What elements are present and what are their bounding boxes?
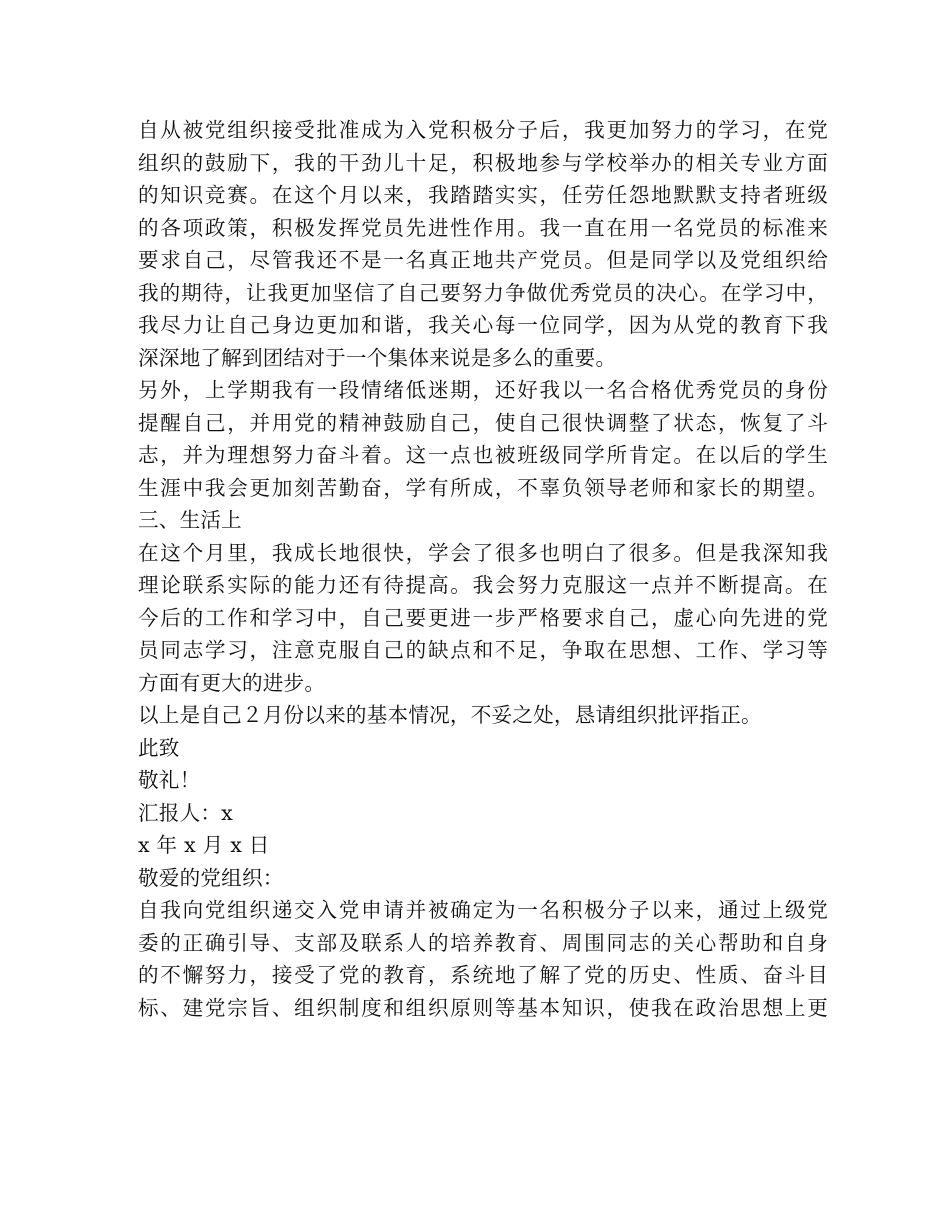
paragraph-line: 委的正确引导、支部及联系人的培养教育、周围同志的关心帮助和自身: [138, 930, 828, 955]
paragraph-line: 提醒自己，并用党的精神鼓励自己，使自己很快调整了状态，恢复了斗: [138, 410, 828, 435]
paragraph-line: 方面有更大的进步。: [138, 670, 326, 695]
document-body: [138, 114, 828, 1024]
section-heading: 三、生活上: [138, 508, 242, 532]
paragraph-line: 今后的工作和学习中，自己要更进一步严格要求自己，虚心向先进的党: [138, 605, 828, 630]
paragraph-line: 深深地了解到团结对于一个集体来说是多么的重要。: [138, 345, 617, 370]
paragraph-line: 生涯中我会更加刻苦勤奋，学有所成，不辜负领导老师和家长的期望。: [138, 475, 828, 500]
paragraph-line: 理论联系实际的能力还有待提高。我会努力克服这一点并不断提高。在: [138, 573, 828, 597]
paragraph-line: 我尽力让自己身边更加和谐，我关心每一位同学，因为从党的教育下我: [138, 313, 828, 337]
paragraph-line: 要求自己，尽管我还不是一名真正地共产党员。但是同学以及党组织给: [138, 248, 828, 272]
paragraph-line: 组织的鼓励下，我的干劲儿十足，积极地参与学校举办的相关专业方面: [138, 150, 828, 175]
paragraph-line: 自从被党组织接受批准成为入党积极分子后，我更加努力的学习，在党: [138, 118, 828, 142]
date-line: x 年 x 月 x 日: [138, 833, 270, 857]
paragraph-line: 员同志学习，注意克服自己的缺点和不足，争取在思想、工作、学习等: [138, 638, 828, 662]
paragraph-line: 志，并为理想努力奋斗着。这一点也被班级同学所肯定。在以后的学生: [138, 443, 828, 467]
paragraph-line: 自我向党组织递交入党申请并被确定为一名积极分子以来，通过上级党: [138, 898, 828, 922]
paragraph-line: 另外，上学期我有一段情绪低迷期，还好我以一名合格优秀党员的身份: [138, 378, 828, 402]
closing-line: 此致: [138, 735, 180, 760]
closing-salute: 敬礼！: [138, 768, 201, 792]
paragraph-line: 的知识竞赛。在这个月以来，我踏踏实实，任劳任怨地默默支持者班级: [138, 183, 828, 207]
paragraph-line: 的不懈努力，接受了党的教育，系统地了解了党的历史、性质、奋斗目: [138, 963, 828, 987]
salutation-line: 敬爱的党组织：: [138, 865, 284, 890]
reporter-line: 汇报人：x: [138, 800, 233, 825]
paragraph-line: 以上是自己２月份以来的基本情况，不妥之处，恳请组织批评指正。: [138, 703, 762, 727]
paragraph-line: 的各项政策，积极发挥党员先进性作用。我一直在用一名党员的标准来: [138, 215, 828, 240]
paragraph-line: 我的期待，让我更加坚信了自己要努力争做优秀党员的决心。在学习中，: [138, 280, 828, 305]
paragraph-line: 在这个月里，我成长地很快，学会了很多也明白了很多。但是我深知我: [138, 540, 828, 565]
paragraph-line: 标、建党宗旨、组织制度和组织原则等基本知识，使我在政治思想上更: [138, 995, 828, 1020]
